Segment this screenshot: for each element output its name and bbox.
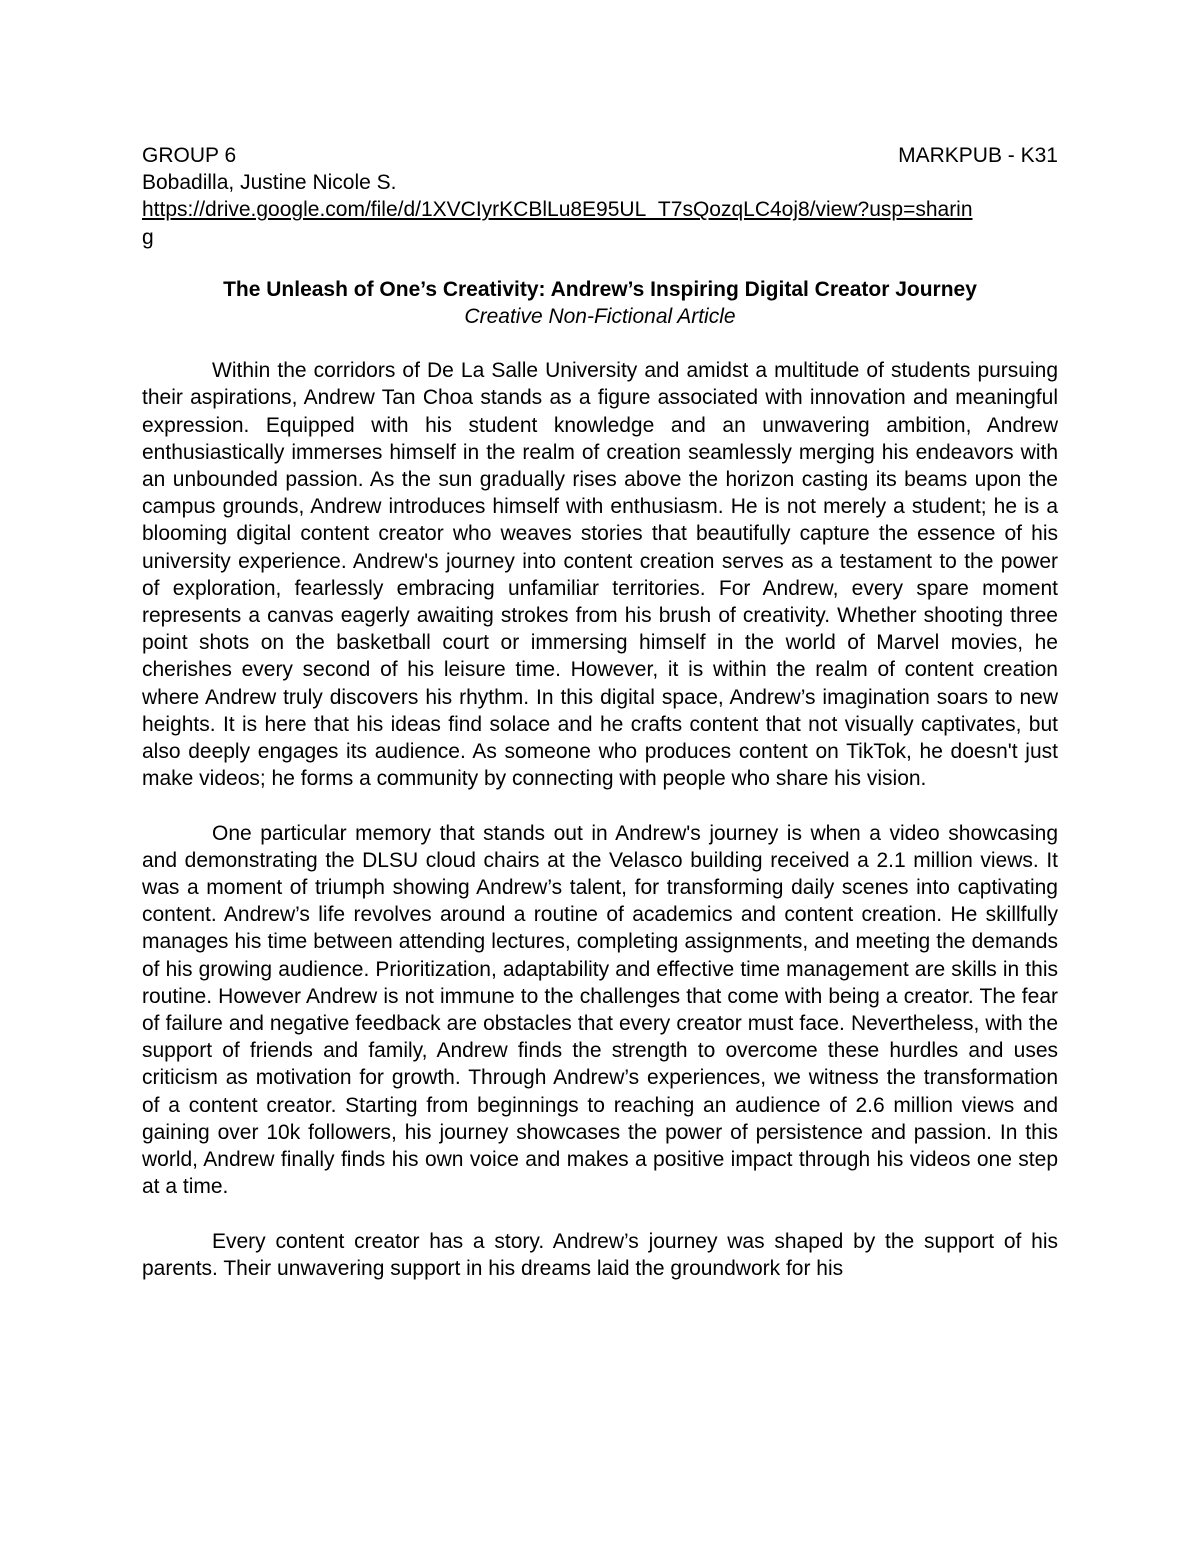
paragraph-1: Within the corridors of De La Salle University and amidst a multitude of students pursuing their aspirations, Andrew Tan Choa stands as a figure associated with innovation and meaningful expression. Equipped with his student knowledge and an unwavering ambition, Andrew enthusiastically immerses himself in the realm of creation seamlessly merging his endeavors with an unbounded passion. As the sun gradually rises above the horizon casting its beams upon the campus grounds, Andrew introduces himself with enthusiasm. He is not merely a student; he is a blooming digital content creator who weaves stories that beautifully capture the essence of his university experience. Andrew's journey into content creation serves as a testament to the power of exploration, fearlessly embracing unfamiliar territories. For Andrew, every spare moment represents a canvas eagerly awaiting strokes from his brush of creativity. Whether shooting three point shots on the basketball court or immersing himself in the world of Marvel movies, he cherishes every second of his leisure time. However, it is within the realm of content creation where Andrew truly discovers his rhythm. In this digital space, Andrew’s imagination soars to new heights. It is here that his ideas find solace and he crafts content that not visually captivates, but also deeply engages its audience. As someone who produces content on TikTok, he doesn't just make videos; he forms a community by connecting with people who share his vision. <box>142 359 1058 791</box>
author-name: Bobadilla, Justine Nicole S. <box>142 171 397 195</box>
article-subtitle: Creative Non-Fictional Article <box>464 305 736 329</box>
article-body <box>142 357 1058 1282</box>
drive-link[interactable]: https://drive.google.com/file/d/1XVCIyrKCBlLu8E95UL_T7sQozqLC4oj8/view?usp=sharing <box>142 198 973 249</box>
document-page <box>142 142 1058 1309</box>
header-row <box>142 142 1058 169</box>
article-title: The Unleash of One’s Creativity: Andrew’s Inspiring Digital Creator Journey <box>223 277 977 301</box>
course-label: MARKPUB - K31 <box>898 144 1058 167</box>
title-block <box>142 276 1058 330</box>
paragraph-2: One particular memory that stands out in Andrew's journey is when a video showcasing and demonstrating the DLSU cloud chairs at the Velasco building received a 2.1 million views. It was a moment of triumph showing Andrew’s talent, for transforming daily scenes into captivating content. Andrew’s life revolves around a routine of academics and content creation. He skillfully manages his time between attending lectures, completing assignments, and meeting the demands of his growing audience. Prioritization, adaptability and effective time management are skills in this routine. However Andrew is not immune to the challenges that come with being a creator. The fear of failure and negative feedback are obstacles that every creator must face. Nevertheless, with the support of friends and family, Andrew finds the strength to overcome these hurdles and uses criticism as motivation for growth. Through Andrew’s experiences, we witness the transformation of a content creator. Starting from beginnings to reaching an audience of 2.6 million views and gaining over 10k followers, his journey showcases the power of persistence and passion. In this world, Andrew finally finds his own voice and makes a positive impact through his videos one step at a time. <box>142 821 1058 1199</box>
group-label: GROUP 6 <box>142 144 237 167</box>
paragraph-3: Every content creator has a story. Andrew’s journey was shaped by the support of his parents. Their unwavering support in his dreams laid the groundwork for his <box>142 1229 1058 1280</box>
